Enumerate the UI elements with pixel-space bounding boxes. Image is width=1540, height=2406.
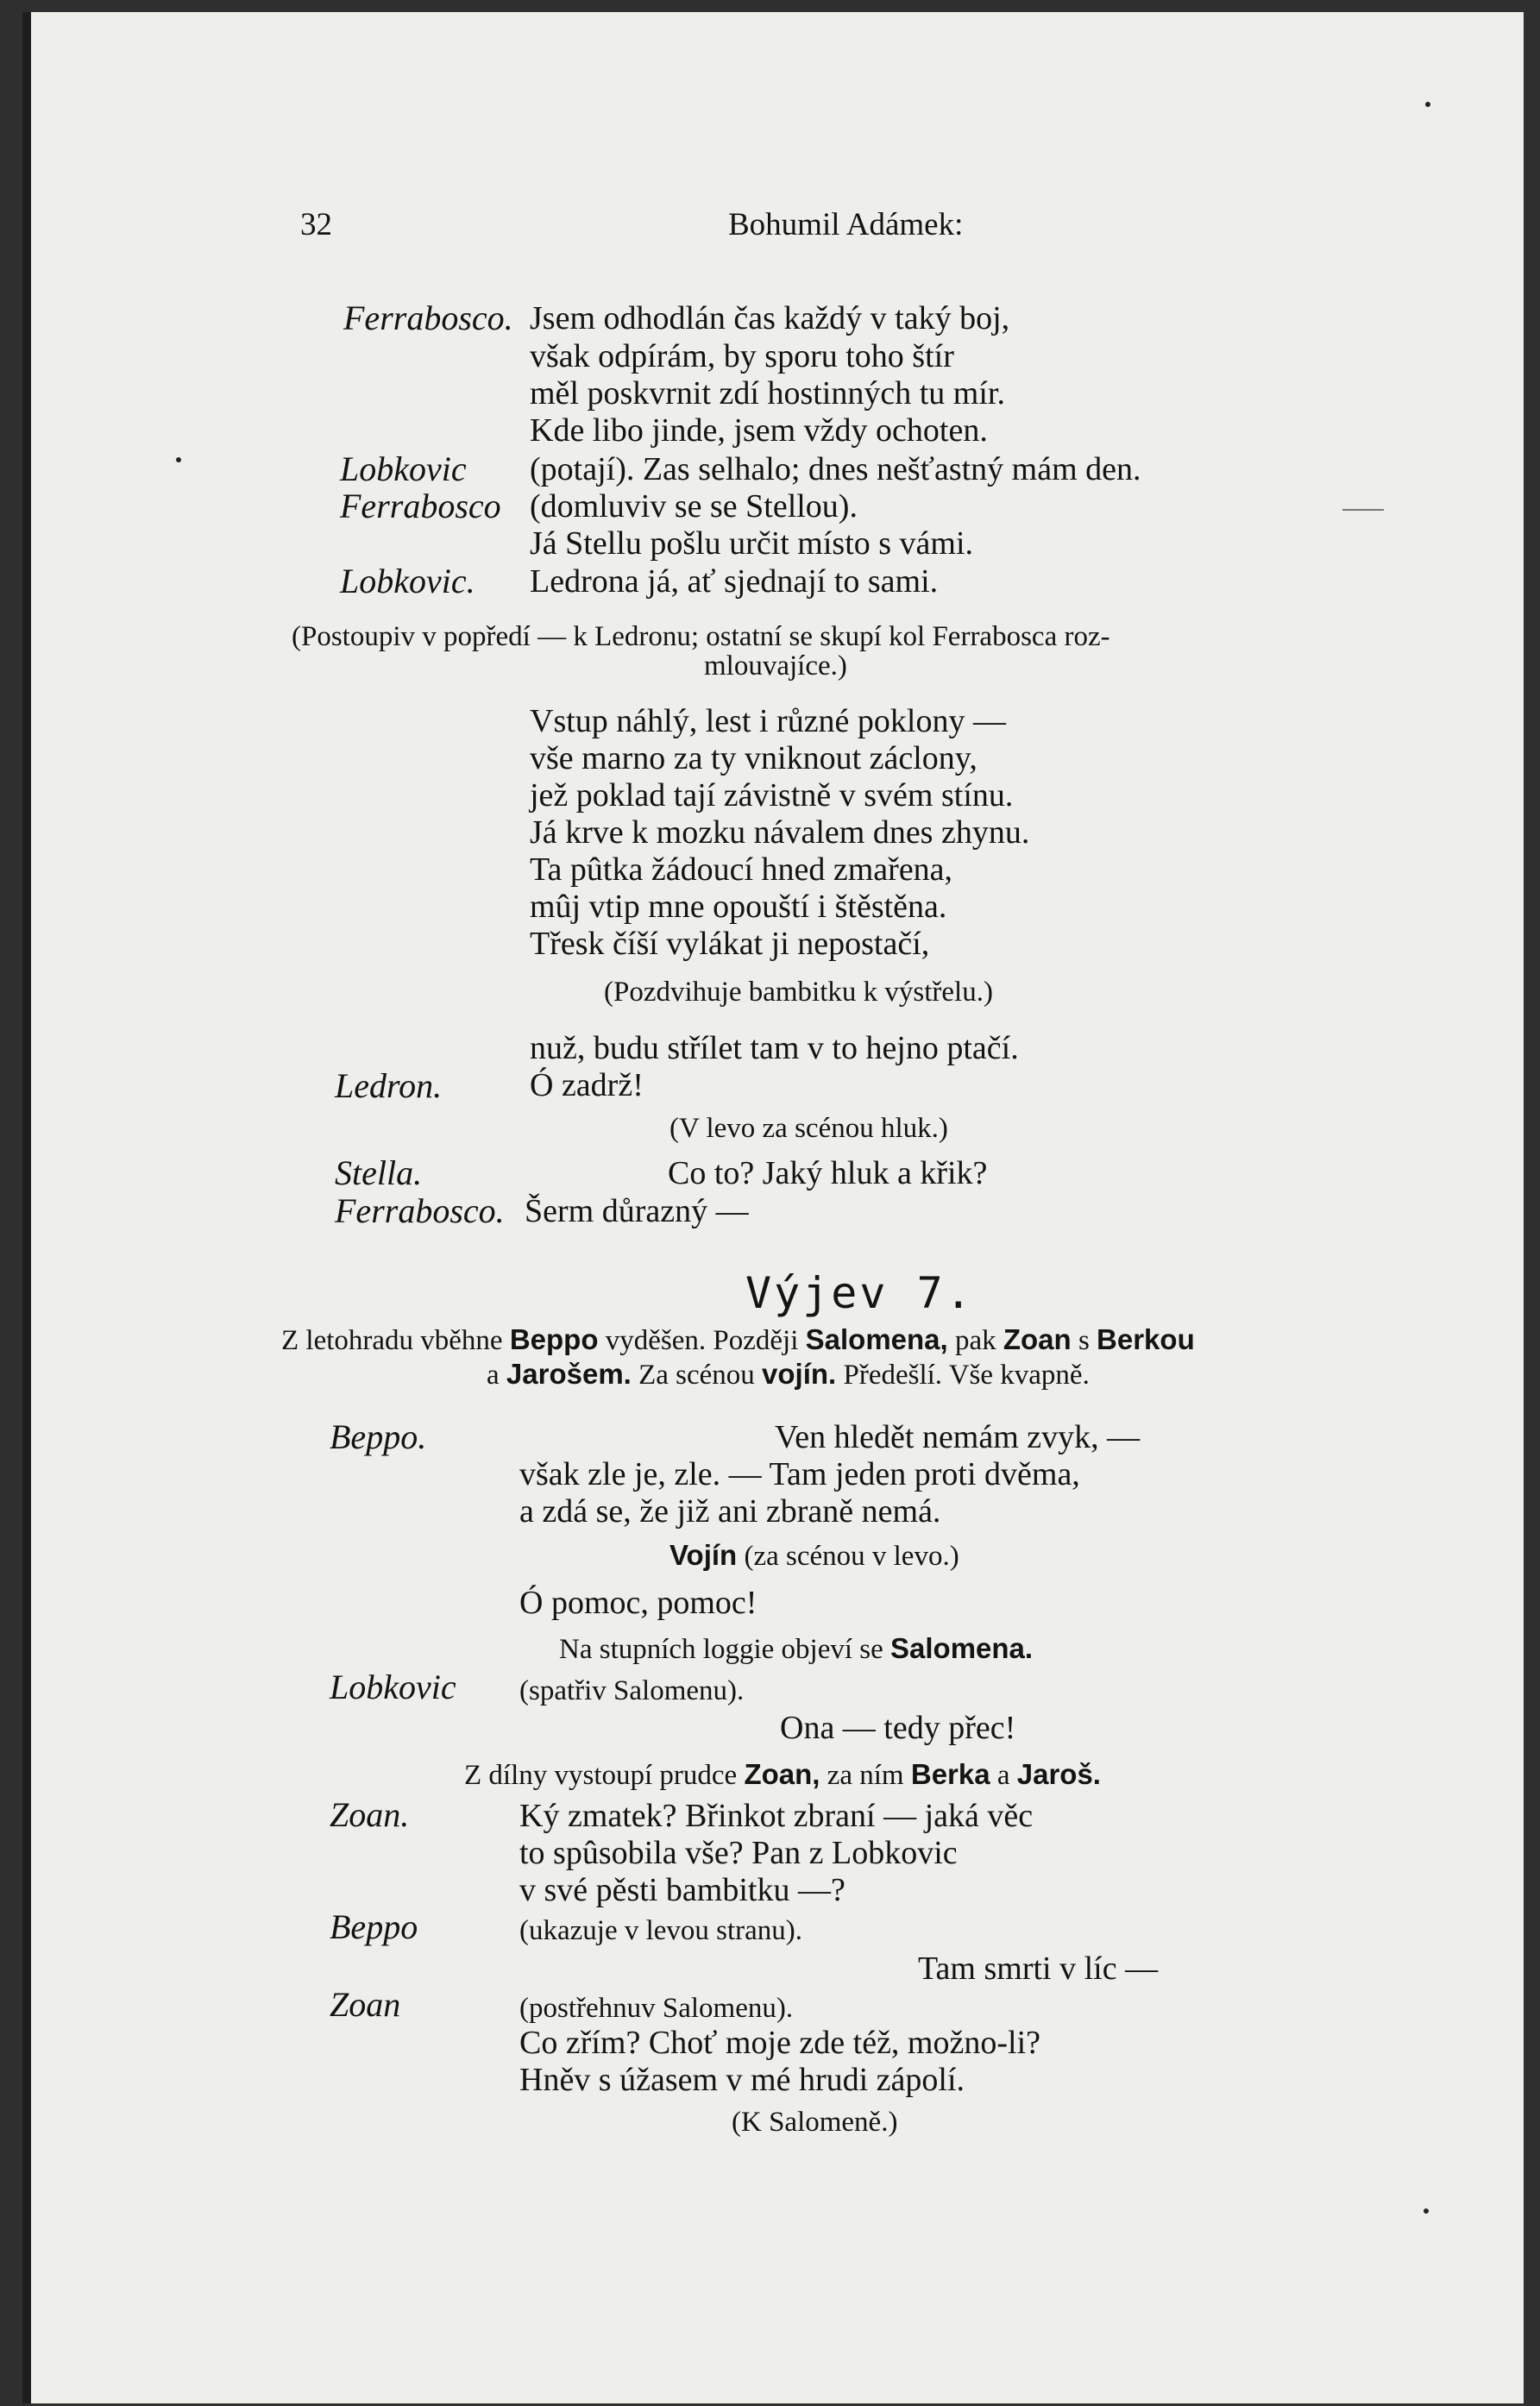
verse-line: Já krve k mozku návalem dnes zhynu.: [530, 814, 1030, 851]
verse-line: Ta pûtka žádoucí hned zmařena,: [530, 851, 953, 888]
verse-line: měl poskvrnit zdí hostinných tu mír.: [530, 375, 1005, 411]
speaker-beppo: Beppo.: [330, 1417, 427, 1456]
speaker-ferrabosco: Ferrabosco.: [335, 1191, 505, 1230]
stage-direction: (spatřiv Salomenu).: [519, 1675, 745, 1706]
verse-line: nuž, budu střílet tam v to hejno ptačí.: [530, 1030, 1019, 1066]
running-title: Bohumil Adámek:: [728, 207, 964, 242]
verse-line: Tam smrti v líc —: [918, 1951, 1159, 1987]
verse-line: Co to? Jaký hluk a křik?: [668, 1155, 988, 1191]
verse-line: Já Stellu pošlu určit místo s vámi.: [530, 525, 974, 562]
verse-line: (potají). Zas selhalo; dnes nešťastný mám den.: [530, 451, 1141, 487]
stage-direction: mlouvajíce.): [704, 650, 847, 682]
ink-speck: [1425, 102, 1430, 107]
verse-line: však odpírám, by sporu toho štír: [530, 338, 954, 374]
verse-line: v své pěsti bambitku —?: [519, 1872, 845, 1908]
speaker-stella: Stella.: [335, 1153, 423, 1192]
speaker-lobkovic: Lobkovic.: [340, 562, 475, 600]
speaker-beppo: Beppo: [330, 1907, 418, 1946]
scene-heading: Výjev 7.: [745, 1268, 974, 1318]
speaker-lobkovic: Lobkovic: [330, 1668, 456, 1706]
speaker-ferrabosco: Ferrabosco.: [343, 298, 513, 337]
scene-intro: Z letohradu vběhne Beppo vyděšen. Později Salomena, pak Zoan s Berkou: [281, 1323, 1195, 1356]
stage-direction: (Postoupiv v popředí — k Ledronu; ostatní se skupí kol Ferrabosca roz-: [292, 621, 1110, 652]
speaker-zoan: Zoan.: [330, 1795, 410, 1834]
stage-direction: Vojín (za scénou v levo.): [669, 1539, 959, 1572]
verse-line: Ledrona já, ať sjednají to sami.: [530, 563, 939, 600]
verse-line: však zle je, zle. — Tam jeden proti dvěma,: [519, 1456, 1080, 1492]
stage-direction: (Pozdvihuje bambitku k výstřelu.): [604, 977, 993, 1008]
verse-line: Ký zmatek? Břinkot zbraní — jaká věc: [519, 1798, 1034, 1834]
verse-line: Ó zadrž!: [530, 1067, 644, 1103]
verse-line: jež poklad tají závistně v svém stínu.: [530, 777, 1014, 814]
verse-line: Vstup náhlý, lest i různé poklony —: [530, 703, 1006, 739]
speaker-lobkovic: Lobkovic: [340, 449, 467, 488]
speaker-ledron: Ledron.: [335, 1066, 443, 1105]
stage-direction: Z dílny vystoupí prudce Zoan, za ním Berka a Jaroš.: [464, 1758, 1101, 1791]
speaker-ferrabosco: Ferrabosco: [340, 487, 501, 525]
ink-speck: [176, 457, 181, 462]
speaker-zoan: Zoan: [330, 1985, 401, 2024]
stage-direction: (K Salomeně.): [732, 2107, 898, 2138]
page-number: 32: [300, 207, 332, 242]
verse-line: Ona — tedy přec!: [780, 1710, 1016, 1746]
verse-line: (domluviv se se Stellou).: [530, 488, 858, 525]
verse-line: Hněv s úžasem v mé hrudi zápolí.: [519, 2062, 965, 2098]
book-page: [22, 12, 1524, 2403]
stage-direction: Na stupních loggie objeví se Salomena.: [559, 1632, 1034, 1665]
stage-direction: (V levo za scénou hluk.): [669, 1113, 948, 1144]
verse-line: Šerm důrazný —: [525, 1193, 749, 1229]
ink-mark: [1342, 509, 1384, 511]
stage-direction: (postřehnuv Salomenu).: [519, 1993, 794, 2024]
stage-direction: (ukazuje v levou stranu).: [519, 1915, 803, 1946]
verse-line: a zdá se, že již ani zbraně nemá.: [519, 1493, 941, 1530]
scene-intro: a Jarošem. Za scénou vojín. Předešlí. Vše kvapně.: [487, 1358, 1090, 1391]
verse-line: Kde libo jinde, jsem vždy ochoten.: [530, 412, 988, 449]
verse-line: vše marno za ty vniknout záclony,: [530, 740, 977, 776]
ink-speck: [1424, 2208, 1429, 2214]
verse-line: Jsem odhodlán čas každý v taký boj,: [530, 300, 1010, 336]
verse-line: Co zřím? Choť moje zde též, možno-li?: [519, 2025, 1040, 2061]
verse-line: Třesk číší vylákat ji nepostačí,: [530, 926, 930, 962]
verse-line: mûj vtip mne opouští i štěstěna.: [530, 889, 947, 925]
verse-line: to spûsobila vše? Pan z Lobkovic: [519, 1835, 958, 1871]
verse-line: Ó pomoc, pomoc!: [519, 1585, 757, 1621]
verse-line: Ven hledět nemám zvyk, —: [775, 1419, 1141, 1455]
